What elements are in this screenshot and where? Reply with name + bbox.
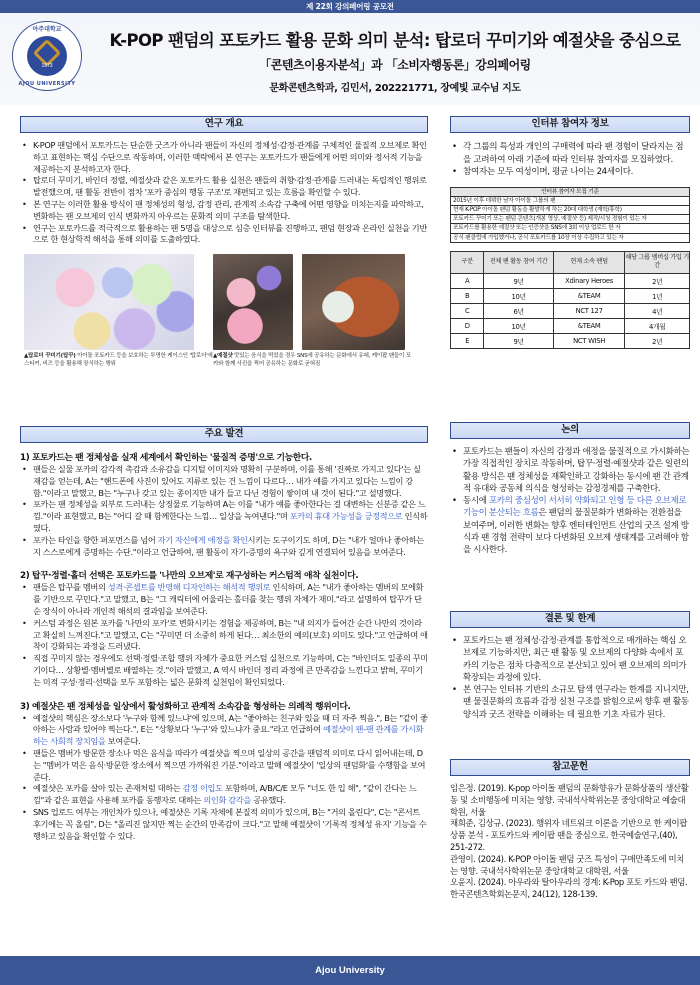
text: 포토카드는 팬들이 자신의 감정과 애정을 물질적으로 가시화하는 가장 직접적인 장치로 작동하며, 탑꾸·정렬·예절샷과 같은 일련의 활용 방식은 팬 정체성을 재확인하고 강화하는 동시에 팬 간 관계적 유대와 공동체 의식을 형성하는 감정경제를 구축한다.: [463, 447, 690, 494]
text: 예절샷은 포카를 살아 있는 존재처럼 대하는: [33, 783, 183, 794]
overview-bullet: • 연구는 포토카드를 적극적으로 활용하는 팬 5명을 대상으로 심층 인터뷰를 진행하고, 팬덤 현장과 온라인 실천을 기반으로 한 현상학적 해석을 통해 의미를 도출하였다.: [20, 223, 428, 247]
col-header: 현재 소속 팬덤: [553, 251, 625, 273]
text: 인식하였다.: [33, 511, 428, 533]
text: 포카는 타인을 향한 퍼포먼스를 넘어: [33, 534, 158, 545]
poster-title: K-POP 팬덤의 포토카드 활용 문화 의미 분석: 탑로더 꾸미기와 예절샷을 중심으로: [109, 31, 681, 50]
criteria-row: 2015년 이후 데뷔한 남자 아이돌 그룹의 팬: [451, 196, 690, 205]
interview-list: [450, 141, 690, 179]
col-header: 해당 그룹 멤버십 가입 기간: [625, 251, 690, 273]
text: 직접 꾸미지 않는 경우에도 선택·정렬·조합 행위 자체가 중요한 커스텀 실천으로 기능하며, C는 "바인더도 일종의 꾸미기이다… 상황별·멤버별로 배열하는 것."이라 말했고, A 역시 바인더 정리 과정에 큰 만족감을 느낀다고 밝혀, 꾸미기는 미적 구성·정리·선택을 모두 포함하는 넓은 문화적 실천임이 확인되었다.: [33, 653, 428, 687]
cell: 2년: [625, 273, 690, 288]
interview-bullet: • 각 그룹의 특성과 개인의 구매력에 따라 팬 경험이 달라지는 점을 고려하여 아래 기준에 따라 인터뷰 참여자를 모집하였다.: [450, 141, 690, 166]
interview-heading: 인터뷰 참여자 정보: [450, 116, 690, 133]
finding-bullet: [20, 807, 428, 842]
reference-item: 채희준, 김상규. (2023). 행위자 네트워크 이론을 기반으로 한 케이팝 상품 분석 - 포토카드와 케이팝 팬을 중심으로. 한국예술연구,(40), 251-272.: [450, 818, 687, 852]
overview-section: [20, 116, 428, 374]
highlight-text: 자기 자신에게 애정을 확인: [157, 534, 248, 545]
text: 공유했다.: [250, 795, 286, 806]
conclusion-bullet: • 본 연구는 인터뷰 기반의 소규모 탐색 연구라는 한계를 지니지만, 팬 물질문화의 흐름과 감정 실천 구조를 밝힘으로써 향후 팬 활동 양식과 굿즈 전략을 이해하는 데 필요한 기초 자료가 된다.: [450, 684, 690, 721]
photo-panel: [20, 254, 428, 374]
findings-section: [20, 426, 428, 842]
references-list: [450, 783, 690, 901]
poster-header: [0, 13, 700, 105]
etiquette-shot-photo-1: [213, 254, 293, 350]
references-heading: 참고문헌: [450, 759, 690, 776]
criteria-row: 현재 K-POP 아이돌 팬덤 활동을 활발하게 하는 20대 대학생 (재학/휴학): [451, 205, 690, 214]
cell: 10년: [484, 318, 553, 333]
caption-bold: ▲예절샷: [213, 353, 233, 360]
logo-emblem: [27, 36, 67, 76]
discussion-list: [450, 446, 690, 557]
highlight-text: 의인화 감각을: [203, 795, 251, 806]
reference-item: 오윤지. (2024). 아우라와 탈아우라의 경계: K-Pop 포토 카드와 팬덤. 한국콘텐츠학회논문지, 24(12), 128-139.: [450, 877, 688, 900]
text: 보여준다.: [105, 736, 141, 747]
logo-ring-text-top: 아주대학교: [32, 26, 62, 33]
text: 동시에: [463, 496, 489, 507]
cell: 4년: [625, 303, 690, 318]
conclusion-bullet: • 포토카드는 팬 정체성·감정·관계를 통합적으로 매개하는 핵심 오브제로 기능하지만, 최근 팬 활동 및 오브제의 다양화 속에서 포카의 기능은 점차 다층적으로 분산되고 있어 팬 오브제의 의미가 확장되는 과정에 있다.: [450, 635, 690, 684]
footer-banner: Ajou University: [0, 956, 700, 985]
criteria-table: [450, 187, 690, 243]
text: 팬들은 탑꾸를 멤버의: [33, 582, 108, 593]
overview-bullet: • 탑로더 꾸미기, 바인더 정렬, 예절샷과 같은 포토카드 활용 실천은 팬들의 취향·감정·관계를 드러내는 독립적인 행위로 발전했으며, 팬 활동 전반이 점차 '포카 중심의 행동 구조'로 재편되고 있는 흐름을 확인할 수 있다.: [20, 175, 428, 199]
overview-heading: 연구 개요: [20, 116, 428, 133]
cell: 6년: [484, 303, 553, 318]
interview-section: [450, 116, 690, 349]
cell: 4개월: [625, 318, 690, 333]
discussion-bullet: [450, 495, 690, 556]
overview-list: [20, 140, 428, 246]
cell: &TEAM: [553, 318, 625, 333]
cell: C: [451, 303, 484, 318]
finding-1-title: 1) 포토카드는 팬 정체성을 실재 세계에서 확인하는 '물질적 증명'으로 기능한다.: [20, 453, 312, 463]
cell: &TEAM: [553, 288, 625, 303]
highlight-text: 성격·콘셉트를 반영해 디자인하는 해석적 행위로: [107, 582, 271, 593]
university-logo-icon: [12, 21, 82, 91]
finding-bullet: [20, 618, 428, 653]
cell: D: [451, 318, 484, 333]
caption-bold: ▲탑로더 꾸미기(탑꾸): [24, 353, 76, 360]
text: 팬들은 멤버가 방문한 장소나 먹은 음식을 따라가 예절샷을 찍으며 일상의 공간을 팬덤적 의미로 다시 읽어내는데, D는 "멤버가 먹은 음식·방문한 장소에서 찍으면 가까워진 기분."이라고 말해 예절샷이 '일상의 팬덤화'를 수행함을 보여준다.: [33, 747, 426, 782]
highlight-text: 예절샷이 팬-팬 관계를 가시화하는 사회적 장치임을: [33, 724, 424, 747]
table-row: [451, 273, 690, 288]
criteria-row: 포토카드를 활용한 예절샷 또는 인증샷을 SNS에 3회 이상 업로드 한 자: [451, 224, 690, 233]
criteria-row: 공식 팬클럽에 가입했거나, 공식 포토카드를 10장 이상 수집하고 있는 자: [451, 233, 690, 242]
finding-bullet: [20, 535, 428, 559]
table-row: [451, 288, 690, 303]
col-header: 전체 팬 활동 참여 기간: [484, 251, 553, 273]
finding-2-title: 2) 탑꾸·정렬·홀더 선택은 포토카드를 '나만의 오브제'로 재구성하는 커스텀적 애착 실천이다.: [20, 571, 359, 582]
conclusion-list: [450, 635, 690, 721]
finding-bullet: [20, 464, 428, 499]
finding-2-list: [20, 582, 428, 688]
text: 포카는 팬 정체성을 외부로 드러내는 상징물로 기능하며 A는 이를 "내가 얘를 좋아한다는 걸 대변하는 신분증 같은 느낌."이라 표현했고, B는 "어디 갈 때 함께한다는 느낌… 일상을 녹여낸다."며: [33, 499, 426, 522]
col-header: 구분: [451, 251, 484, 273]
table-row: [451, 333, 690, 348]
finding-bullet: [20, 653, 428, 688]
references-section: [450, 759, 690, 901]
cell: 10년: [484, 288, 553, 303]
toploader-caption: [24, 352, 214, 368]
reference-item: 임은정. (2019). K-pop 아이돌 팬덤의 문화향유가 문화상품의 생산활동 및 소비행동에 미치는 영향. 국내석사학위논문 중앙대학교 예술대학원, 서울: [450, 783, 689, 817]
discussion-section: [450, 422, 690, 557]
etiquette-shot-photo-2: [302, 254, 405, 350]
table-row: [451, 303, 690, 318]
text: 시키는 도구이기도 하며, D는 "내가 얼마나 좋아하는지 스스로에게 증명하는 수단."이라고 언급하여, 팬 활동이 자기-증명의 욕구와 깊게 연결되어 있음을 보여준다.: [33, 534, 424, 557]
cell: 2년: [625, 333, 690, 348]
contest-banner: 제 22회 강의페어링 공모전: [0, 0, 700, 13]
finding-bullet: [20, 748, 428, 783]
finding-3-title: 3) 예절샷은 팬 정체성을 일상에서 활성화하고 관계적 소속감을 형성하는 의례적 행위이다.: [20, 701, 351, 712]
text: 팬들은 실물 포카의 감각적 촉감과 소유감을 디지털 이미지와 명확히 구분하며, 이를 통해 '진짜로 가지고 있다'는 실재감을 얻는데, A는 "핸드폰에 사진이 있어도 지류로 있는 건 느낌이 다르다… 내가 얘를 가지고 있다는 느낌이 강함."이라고 말했고, B는 "누구나 갖고 있는 종이지만 내가 들고 다닌 경험이 쌓이며 내 것이 된다."고 설명했다.: [33, 464, 421, 498]
cell: Xdinary Heroes: [553, 273, 625, 288]
interview-bullet: • 참여자는 모두 여성이며, 평균 나이는 24세이다.: [450, 166, 690, 179]
text: 커스텀 과정은 원본 포카를 '나만의 포카'로 변화시키는 경험을 제공하며, B는 "내 의지가 들어간 순간 나만의 것이라고 확실히 느껴진다."고 말했고, C는 "꾸미면 더 소중히 하게 된다… 최소한의 예의(보호) 의미도 있다."고 언급하며 애착이 강화되는 과정을 드러냈다.: [33, 617, 428, 652]
cell: NCT 127: [553, 303, 625, 318]
overview-bullet: • 본 연구는 이러한 활용 방식이 팬 정체성의 형성, 감정 관리, 관계적 소속감 구축에 어떤 영향을 미치는지를 파악하고, 변화하는 팬 오브제의 인식 변화까지 아우르는 문화적 의미 구조를 탐색한다.: [20, 199, 428, 223]
finding-bullet: [20, 783, 428, 807]
criteria-row: 포토카드 꾸미기 또는 팬덤 콘텐츠(개봉 영상, 예절샷 등) 제작/시청 경험이 있는 자: [451, 215, 690, 224]
highlight-text: 포카의 휴대 가능성을 긍정적으로: [289, 511, 403, 522]
caption-text: 아이돌 포토카드 등을 보호하는 투명한 케이스인 '탑로더'에 스티커, 비즈 등을 활용해 장식하는 행위: [24, 353, 213, 368]
finding-bullet: [20, 713, 428, 748]
highlight-text: 포카의 중심성이 서서히 약화되고 인형 등 다른 오브제로 기능이 분산되는 흐름: [463, 496, 687, 519]
finding-1-list: [20, 464, 428, 558]
logo-ring-text-bottom: AJOU UNIVERSITY: [18, 81, 76, 87]
cell: 9년: [484, 333, 553, 348]
cell: 1년: [625, 288, 690, 303]
text: 예절샷의 핵심은 장소보다 '누구와 함께 있느냐'에 있으며, A는 "좋아하는 친구와 있을 때 더 자주 찍음.", B는 "같이 좋아하는 사람과 있어야 찍는다.", E는 "상황보다 '누구'와 있느냐가 중요."라고 언급하여: [33, 712, 428, 735]
highlight-text: 감정 이입도: [182, 783, 223, 794]
text: 포함하며, A/B/C/E 모두 "너도 한 입 해", "같이 간다는 느낌"과 같은 표현을 사용해 포카를 동행자로 대하는: [33, 783, 417, 806]
table-row: [451, 318, 690, 333]
findings-heading: 주요 발견: [20, 426, 428, 443]
text: 은 팬덤의 물질문화가 변화하는 전환점을 보여주며, 이러한 변화는 향후 엔터테인먼트 산업의 굿즈 설계 방식과 팬 경험 전략이 보다 다변화된 오브제 생태계를 고려해야 함을 시사한다.: [463, 508, 689, 556]
finding-3-list: [20, 713, 428, 843]
cell: 9년: [484, 273, 553, 288]
finding-bullet: [20, 499, 428, 534]
criteria-header: 인터뷰 참여자 모집 기준: [451, 187, 690, 196]
overview-bullet: • K-POP 팬덤에서 포토카드는 단순한 굿즈가 아니라 팬들이 자신의 정체성·감정·관계를 구체적인 물질적 오브제로 확인하고 표현하는 핵심 수단으로 작동하며, 이러한 맥락에서 본 연구는 포토카드가 팬들에게 어떤 의미와 정서적 기능을 제공하는지 분석하고자 한다.: [20, 140, 428, 175]
conclusion-section: [450, 611, 690, 721]
reference-item: 관영이. (2024). K-POP 아이돌 팬덤 굿즈 특성이 구매만족도에 미치는 영향. 국내석사학위논문 중앙대학교 대학원, 서울: [450, 853, 684, 876]
text: SNS 업로드 여부는 개인차가 있으나, 예절샷은 기록 자체에 본질적 의미가 있으며, B는 "거의 올린다", C는 "콘서트 후기에는 꼭 올림", D는 "올리진 않지만 찍는 순간의 만족감이 크다."고 말해 예절샷이 '기록적 정체성 유지' 기능을 수행하고 있음을 확인할 수 있다.: [33, 806, 427, 841]
poster-authors: 문화콘텐츠학과, 김민서, 202221771, 장예빛 교수님 지도: [269, 83, 521, 94]
poster-subtitle: 「콘텐츠이용자분석」과 「소비자행동론」강의페어링: [259, 58, 531, 72]
cell: E: [451, 333, 484, 348]
discussion-heading: 논의: [450, 422, 690, 439]
finding-bullet: [20, 582, 428, 617]
participant-table: [450, 251, 690, 349]
cell: NCT WISH: [553, 333, 625, 348]
text: 인식하며, A는 "내가 좋아하는 멤버의 모에화를 기반으로 꾸민다."고 말했고, B는 "그 캐릭터에 어울리는 홀더를 찾는 행위 자체가 재미."라고 설명하여 탑꾸가 단순 장식이 아니라 개인적 해석의 결과임을 보여준다.: [33, 582, 424, 616]
discussion-bullet: [450, 446, 690, 495]
caption-text: 맛있는 음식을 먹었을 경우 SNS에 공유하는 문화에서 유래, 케이팝 팬들이 포카와 함께 사진을 찍어 공유하는 문화로 굳혀짐: [213, 353, 411, 368]
logo-year: 1973: [41, 63, 53, 69]
cell: B: [451, 288, 484, 303]
etiquette-caption: [213, 352, 413, 368]
title-block: [95, 27, 695, 94]
conclusion-heading: 결론 및 한계: [450, 611, 690, 628]
cell: A: [451, 273, 484, 288]
toploader-decoration-photo: [24, 254, 194, 350]
